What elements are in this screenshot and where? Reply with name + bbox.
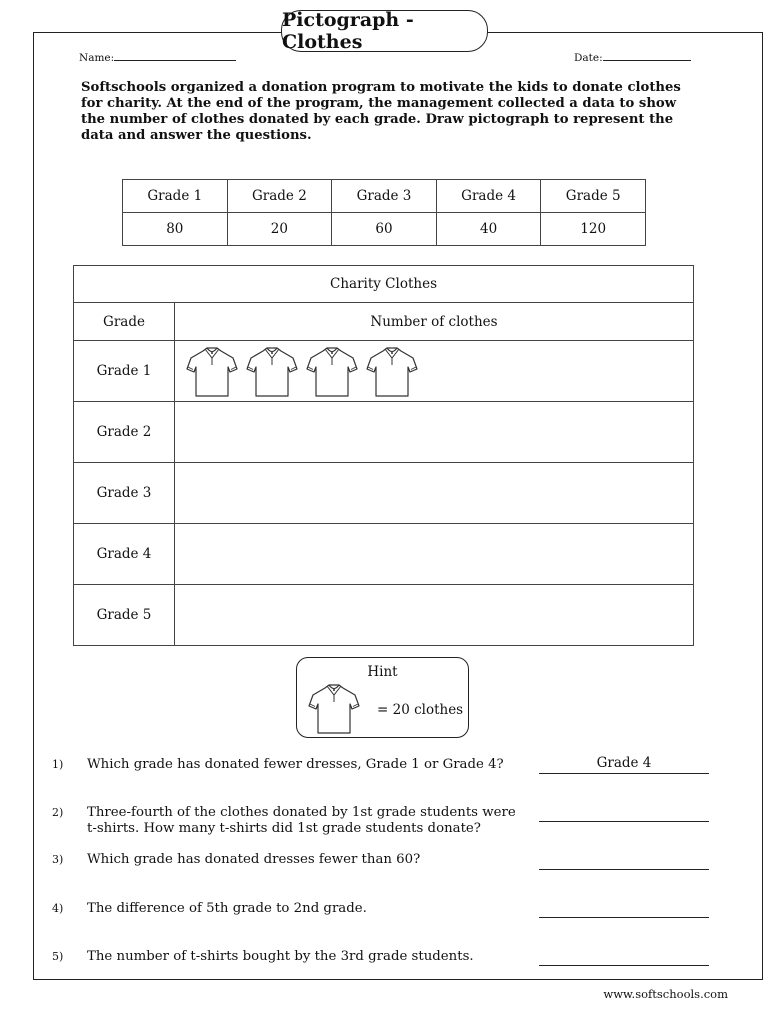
shirt-icon [243,343,301,399]
pictograph-row [74,402,694,463]
date-field[interactable] [574,50,691,64]
question-number: 5) [52,950,64,963]
row-icons[interactable] [175,524,694,585]
shirt-icon [363,343,421,399]
data-grade-header: Grade 5 [541,180,646,213]
date-line[interactable] [603,50,691,61]
hint-box [296,657,469,738]
name-field[interactable] [79,50,236,64]
row-grade-label: Grade 3 [74,463,175,524]
pictograph-row [74,463,694,524]
data-value: 20 [227,213,332,246]
data-grade-header: Grade 2 [227,180,332,213]
row-grade-label: Grade 4 [74,524,175,585]
data-grade-header: Grade 4 [436,180,541,213]
hint-title: Hint [367,664,398,680]
data-value: 80 [123,213,228,246]
answer-line-2[interactable] [539,803,709,822]
pictograph-table [73,265,694,646]
question-number: 2) [52,806,64,819]
name-line[interactable] [114,50,236,61]
shirt-icon [303,343,361,399]
shirt-icon [305,680,363,736]
question-text: The number of t-shirts bought by the 3rd grade students. [87,949,474,964]
number-column-header: Number of clothes [175,303,694,341]
row-icons[interactable] [175,585,694,646]
name-label: Name: [79,52,115,64]
hint-value: = 20 clothes [377,702,464,718]
row-icons[interactable] [175,463,694,524]
question-number: 3) [52,853,64,866]
answer-line-1[interactable]: Grade 4 [539,755,709,774]
pictograph-row [74,585,694,646]
row-grade-label: Grade 2 [74,402,175,463]
grade-column-header: Grade [74,303,175,341]
pictograph-row [74,341,694,402]
footer-url: www.softschools.com [603,987,728,1001]
page-title: Pictograph - Clothes [281,10,488,52]
question-text: Which grade has donated fewer dresses, Grade 1 or Grade 4? [87,757,504,772]
instructions: Softschools organized a donation program to motivate the kids to donate clothes for charity. At the end of the program, the management collected a data to show the number of clothes donated by each grade. Draw pictograph to represent the data and answer the questions. [81,80,681,143]
row-icons[interactable] [175,341,694,402]
shirt-icon [183,343,241,399]
answer-line-5[interactable] [539,947,709,966]
question-text: Three-fourth of the clothes donated by 1st grade students were t-shirts. How many t-shirts did 1st grade students donate? [87,805,516,836]
data-value: 120 [541,213,646,246]
pictograph-row [74,524,694,585]
row-grade-label: Grade 1 [74,341,175,402]
answer-line-4[interactable] [539,899,709,918]
data-grade-header: Grade 3 [332,180,437,213]
question-number: 4) [52,902,64,915]
date-label: Date: [574,52,603,64]
question-number: 1) [52,758,64,771]
data-grade-header: Grade 1 [123,180,228,213]
data-value: 60 [332,213,437,246]
data-value: 40 [436,213,541,246]
row-grade-label: Grade 5 [74,585,175,646]
data-table [122,179,646,246]
question-text: Which grade has donated dresses fewer than 60? [87,852,421,867]
pictograph-title: Charity Clothes [74,266,694,303]
row-icons[interactable] [175,402,694,463]
question-text: The difference of 5th grade to 2nd grade. [87,901,367,916]
answer-line-3[interactable] [539,851,709,870]
